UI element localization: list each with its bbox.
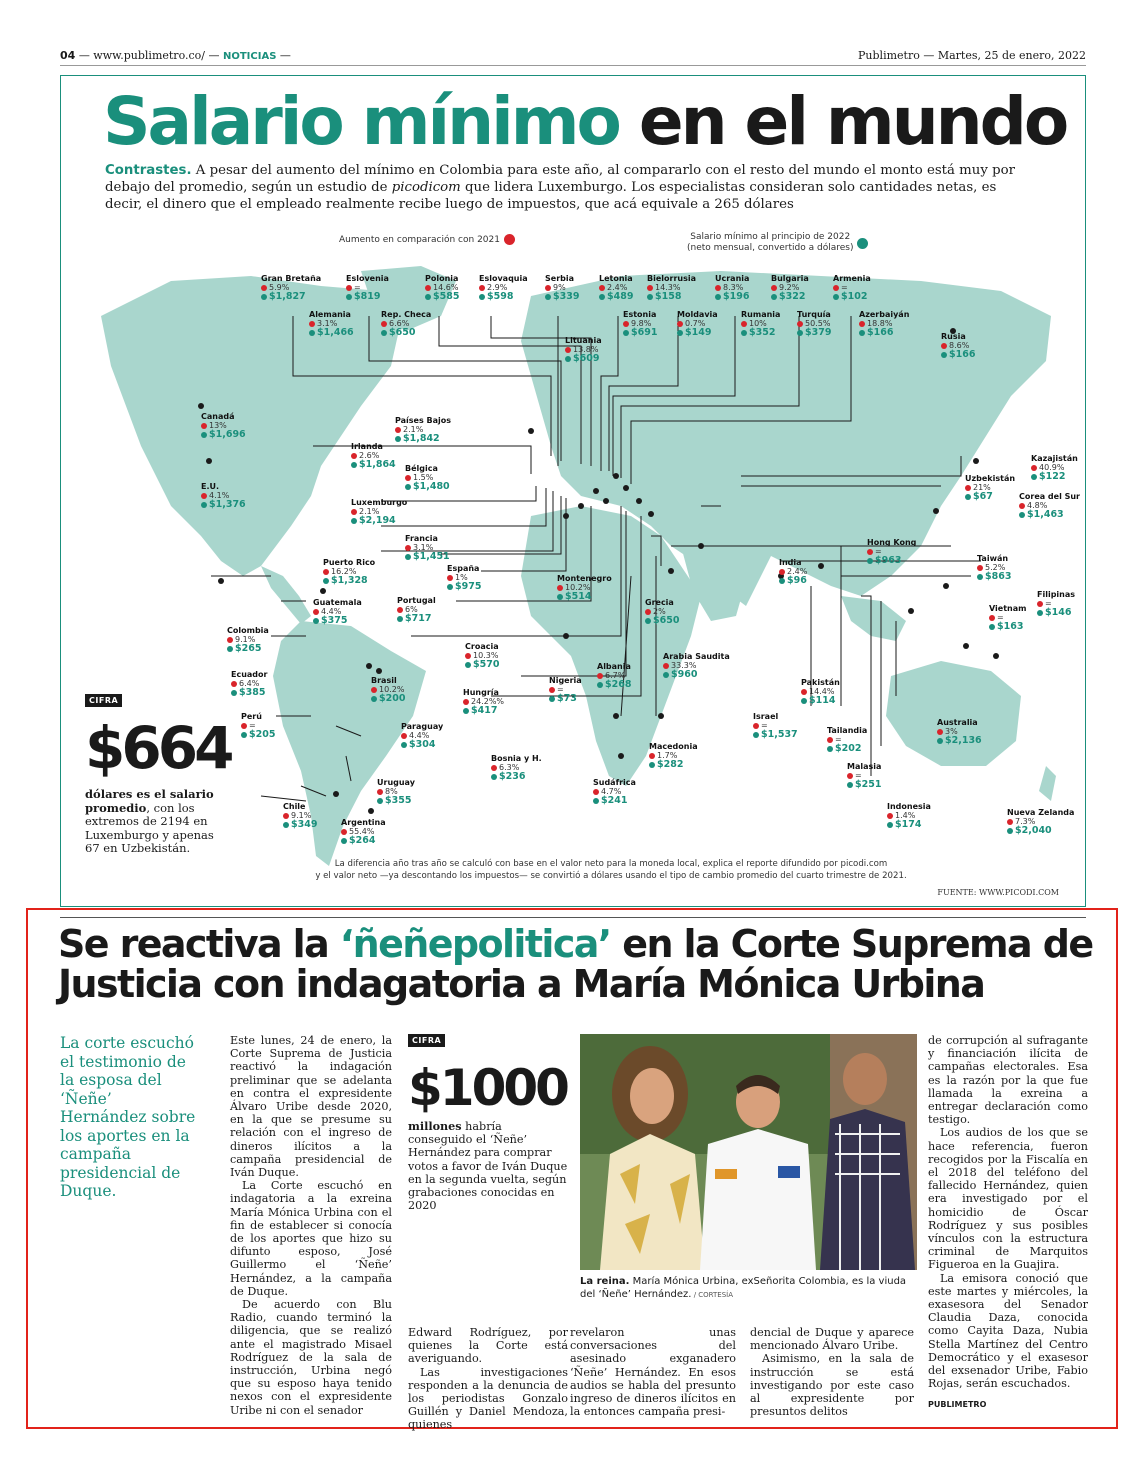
label-colombia: Colombia 9.1% $265	[227, 626, 269, 654]
label-canada: Canadá 13% $1,696	[201, 412, 246, 440]
label-francia: Francia 3.1% $1,451	[405, 534, 450, 562]
label-croacia: Croacia 10.3% $570	[465, 642, 500, 670]
col1-paragraph-1: Este lunes, 24 de enero, la Corte Suprema de Justicia reactivó la indagación preliminar que se adelanta en contra el expresidente Álvaro Uribe desde 2020, en la que se presume su relación con el ingreso de dineros ilícitos a la campaña presidencial de Iván Duque.	[230, 1034, 392, 1180]
article-divider	[60, 917, 1086, 918]
label-indonesia: Indonesia 1.4% $174	[887, 802, 931, 830]
caption-credit: / CORTESÍA	[691, 1291, 734, 1299]
title-green: Salario mínimo	[103, 83, 619, 160]
label-vietnam: Vietnam = $163	[989, 604, 1027, 632]
label-alemania: Alemania 3.1% $1,466	[309, 310, 354, 338]
label-rep-checa: Rep. Checa 6.6% $650	[381, 310, 432, 338]
footnote-line2: y el valor neto —ya descontando los impuestos— se convirtió a dólares usando el tipo de cambio promedio del cuarto trimestre de 2021.	[315, 871, 907, 881]
article-cifra-tag: CIFRA	[408, 1034, 445, 1047]
label-kazajistan: Kazajistán 40.9% $122	[1031, 454, 1078, 482]
label-guatemala: Guatemala 4.4% $375	[313, 598, 362, 626]
article-cifra-bold: millones	[408, 1119, 462, 1133]
photo-caption	[580, 1275, 920, 1302]
cifra-description	[85, 788, 225, 856]
label-australia: Australia 3% $2,136	[937, 718, 982, 746]
article-cifra-description	[408, 1120, 568, 1212]
label-pakistan: Pakistán 14.4% $114	[801, 678, 840, 706]
footnote-line1: La diferencia año tras año se calculó con base en el valor neto para la moneda local, explica el reporte difundido por picodi.com	[334, 859, 888, 869]
article-column-2	[408, 1326, 568, 1432]
label-bosnia: Bosnia y H. 6.3% $236	[491, 754, 542, 782]
article-headline	[58, 924, 1098, 1004]
central-america-shape	[261, 566, 311, 624]
label-brasil: Brasil 10.2% $200	[371, 676, 406, 704]
legend-wage-line1: Salario mínimo al principio de 2022	[690, 232, 851, 242]
site-url: — www.publimetro.co/ —	[78, 49, 220, 62]
label-albania: Albania 6.7% $268	[597, 662, 632, 690]
label-macedonia: Macedonia 1.7% $282	[649, 742, 698, 770]
article-signature: PUBLIMETRO	[928, 1400, 987, 1409]
label-israel: Israel = $1,537	[753, 712, 798, 740]
label-eu: E.U. 4.1% $1,376	[201, 482, 246, 510]
article-column-4	[750, 1326, 914, 1418]
label-irlanda: Irlanda 2.6% $1,864	[351, 442, 396, 470]
article-cifra-rest: habría conseguido el ‘Ñeñe’ Hernández para comprar votos a favor de Iván Duque en la segunda vuelta, según grabaciones conocidas en 2020	[408, 1120, 568, 1213]
label-sudafrica: Sudáfrica 4.7% $241	[593, 778, 636, 806]
section-dash: —	[279, 49, 291, 62]
label-armenia: Armenia = $102	[833, 274, 871, 302]
intro-text-2: que lidera Luxemburgo. Los especialistas consideran solo cantidades netas, es decir, el dinero que el empleado realmente recibe luego de impuestos, que acá equivale a 265 dólares	[105, 180, 997, 212]
label-ecuador: Ecuador 6.4% $385	[231, 670, 268, 698]
label-polonia: Polonia 14.6% $585	[425, 274, 460, 302]
label-moldavia: Moldavia 0.7% $149	[677, 310, 718, 338]
australia-shape	[886, 661, 1021, 766]
col4-paragraph-2: Asimismo, en la sala de instrucción se está investigando por este caso al expresidente por presuntos delitos	[750, 1352, 914, 1419]
label-uruguay: Uruguay 8% $355	[377, 778, 415, 806]
label-lituania: Lituania 13.8% $609	[565, 336, 602, 364]
label-portugal: Portugal 6% $717	[397, 596, 436, 624]
label-tailandia: Tailandia = $202	[827, 726, 868, 754]
article-column-1	[230, 1034, 392, 1417]
headline-green: ‘ñeñepolitica’	[339, 922, 611, 966]
article-lead: La corte escuchó el testimonio de la esposa del ‘Ñeñe’ Hernández sobre los aportes en la campaña presidencial de Duque.	[60, 1034, 196, 1200]
label-eslovenia: Eslovenia = $819	[346, 274, 389, 302]
label-uzbekistan: Uzbekistán 21% $67	[965, 474, 1016, 502]
label-montenegro: Montenegro 10.2% $514	[557, 574, 612, 602]
section-name: NOTICIAS	[222, 51, 277, 62]
label-chile: Chile 9.1% $349	[283, 802, 318, 830]
cifra-rest: , con los extremos de 2194 en Luxemburgo y apenas 67 en Uzbekistán.	[85, 800, 214, 855]
page-header	[60, 46, 1086, 66]
label-grecia: Grecia 2% $650	[645, 598, 680, 626]
headline-part2: en la Corte Suprema de Justicia con indagatoria a María Mónica Urbina	[58, 922, 1093, 1006]
label-bulgaria: Bulgaria 9.2% $322	[771, 274, 809, 302]
intro-source: picodicom	[391, 180, 461, 195]
label-peru: Perú = $205	[241, 712, 276, 740]
page-number: 04	[60, 49, 76, 62]
col3-paragraph-1: revelaron unas conversaciones del asesinado exganadero ‘Ñeñe’ Hernández. En esos audios se habla del presunto ingreso de dineros ilícitos en la entonces campaña presi-	[570, 1326, 736, 1419]
col1-paragraph-3: De acuerdo con Blu Radio, cuando terminó la diligencia, que se realizó ante el magistrado Misael Rodríguez de la sala de instrucción, Urbina negó que su esposo haya tenido nexos con el expresidente Uribe ni con el senador	[230, 1298, 392, 1417]
col2-paragraph-2: Las investigaciones responden a la denuncia de los periodistas Gonzalo Guillén y Daniel Mendoza, quienes	[408, 1365, 568, 1432]
label-ucrania: Ucrania 8.3% $196	[715, 274, 750, 302]
label-eslovaquia: Eslovaquia 2.9% $598	[479, 274, 528, 302]
label-arabia-saudita: Arabia Saudita 33.3% $960	[663, 652, 730, 680]
label-letonia: Letonia 2.4% $489	[599, 274, 634, 302]
label-filipinas: Filipinas = $146	[1037, 590, 1076, 618]
label-hungria: Hungría 24.2%% $417	[463, 688, 505, 716]
caption-text: María Mónica Urbina, exSeñorita Colombia, es la viuda del ‘Ñeñe’ Hernández.	[580, 1276, 907, 1300]
header-left	[60, 49, 291, 62]
label-corea-del-sur: Corea del Sur 4.8% $1,463	[1019, 492, 1081, 520]
label-nigeria: Nigeria = $73	[549, 676, 582, 704]
label-malasia: Malasia = $251	[847, 762, 882, 790]
col2-paragraph-1: Edward Rodríguez, por quienes la Corte está averiguando.	[408, 1326, 568, 1366]
label-nueva-zelanda: Nueva Zelanda 7.3% $2,040	[1007, 808, 1075, 836]
label-paraguay: Paraguay 4.4% $304	[401, 722, 444, 750]
source-credit: FUENTE: WWW.PICODI.COM	[937, 888, 1059, 897]
infographic-footnote	[211, 858, 1011, 882]
article-column-3	[570, 1326, 736, 1418]
label-bielorrusia: Bielorrusia 14.3% $158	[647, 274, 696, 302]
intro-kicker: Contrastes.	[105, 163, 192, 178]
label-luxemburgo: Luxemburgo 2.1% $2,194	[351, 498, 408, 526]
label-paises-bajos: Países Bajos 2.1% $1,842	[395, 416, 452, 444]
article-cifra-value: $1000	[408, 1059, 567, 1117]
legend-increase-label: Aumento en comparación con 2021	[339, 235, 500, 245]
label-gran-bretana: Gran Bretaña 5.9% $1,827	[261, 274, 322, 302]
article-photo	[580, 1034, 917, 1270]
legend-wage-line2: (neto mensual, convertido a dólares)	[687, 243, 854, 253]
north-america-shape	[101, 276, 401, 576]
label-estonia: Estonia 9.8% $691	[623, 310, 658, 338]
title-black: en el mundo	[638, 83, 1067, 160]
label-rumania: Rumania 10% $352	[741, 310, 781, 338]
label-puerto-rico: Puerto Rico 16.2% $1,328	[323, 558, 376, 586]
label-turquia: Turquía 50.5% $379	[797, 310, 832, 338]
paper-date: Publimetro — Martes, 25 de enero, 2022	[858, 49, 1086, 62]
cifra-tag: CIFRA	[85, 694, 122, 707]
photo-illustration	[580, 1034, 917, 1270]
label-argentina: Argentina 55.4% $264	[341, 818, 386, 846]
headline-part1: Se reactiva la	[58, 922, 340, 966]
col1-paragraph-2: La Corte escuchó en indagatoria a la exreina María Mónica Urbina con el fin de establecer si conocía de los aportes que hizo su difunto esposo, José Guillermo el ‘Ñeñe’ Hernández, a la campaña de Duque.	[230, 1179, 392, 1298]
col5-paragraph-1: de corrupción al sufragante y financiación ilícita de campañas electorales. Esa es la razón por la que fue llamada la exreina a entregar declaración como testigo.	[928, 1034, 1088, 1127]
cifra-bold: dólares es el salario promedio	[85, 787, 214, 815]
col5-paragraph-3: La emisora conoció que este martes y miércoles, la exasesora del Senador Claudia Daza, conocida como Cayita Daza, Nubia Stella Martínez del Centro Democrático y el exasesor del exsenador Uribe, Fabio Rojas, serán escuchados.	[928, 1271, 1088, 1391]
label-india: India 2.4% $96	[779, 558, 808, 586]
label-belgica: Bélgica 1.5% $1,480	[405, 464, 450, 492]
col4-paragraph-1: dencial de Duque y aparece mencionado Álvaro Uribe.	[750, 1326, 914, 1353]
article-column-5	[928, 1034, 1088, 1390]
intro-text-1: A pesar del aumento del mínimo en Colombia para este año, al compararlo con el resto del mundo el monto está muy por debajo del promedio, según un estudio de	[105, 163, 1015, 195]
infographic	[60, 75, 1086, 907]
label-azerbaiyan: Azerbaiyán 18.8% $166	[859, 310, 910, 338]
cifra-value: $664	[85, 714, 231, 782]
label-taiwan: Taiwán 5.2% $863	[977, 554, 1012, 582]
new-zealand-shape	[1039, 766, 1056, 801]
label-serbia: Serbia 9% $339	[545, 274, 580, 302]
label-rusia: Rusia 8.6% $166	[941, 332, 976, 360]
caption-bold: La reina.	[580, 1276, 630, 1287]
label-espana: España 1% $975	[447, 564, 482, 592]
col5-paragraph-2: Los audios de los que se hace referencia, fueron recogidos por la Fiscalía en el 2018 del teléfono del fallecido Hernández, quien era investigado por el homicidio de Óscar Rodríguez y sus posibles vínculos con la estructura criminal de Marquitos Figueroa en la Guajira.	[928, 1126, 1088, 1272]
label-hong-kong: Hong Kong = $963	[867, 538, 917, 566]
